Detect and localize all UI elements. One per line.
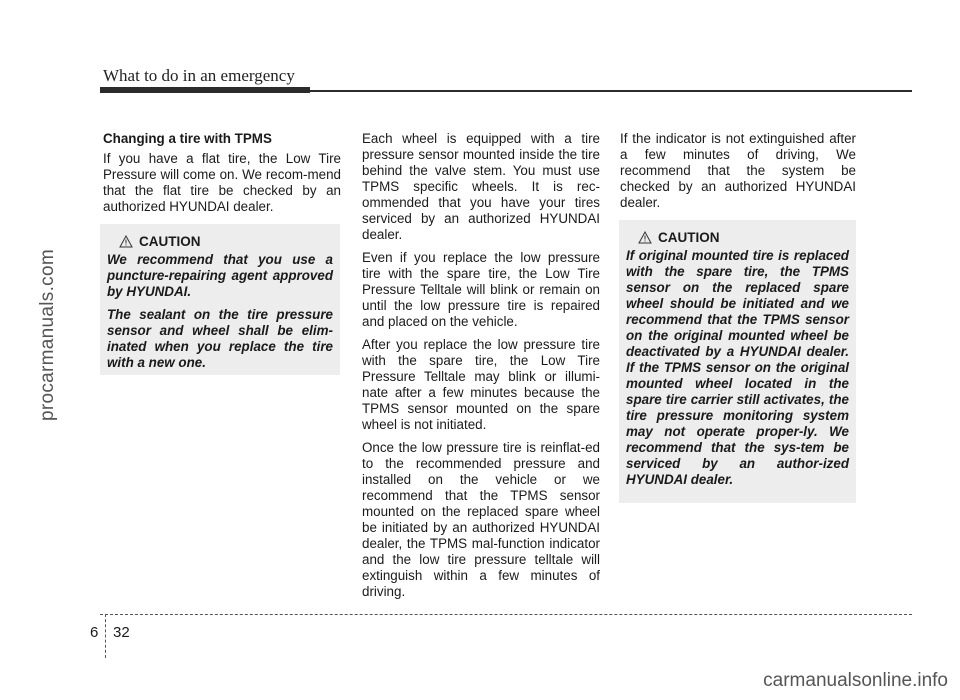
flat-tire-paragraph: If you have a flat tire, the Low Tire Pressure will come on. We recom-mend that the flat tire be checked by an authorized HYUNDAI dealer.: [103, 151, 341, 214]
column-1: [103, 131, 341, 222]
column-2: [362, 131, 600, 607]
body-paragraph: Once the low pressure tire is reinflat-ed to the recommended pressure and installed on the vehicle or we recommend that the TPMS sensor mounted on the replaced spare wheel be initiated by an authorized HYUNDAI dealer, the TPMS mal-function indicator and the low tire pressure telltale will extinguish within a few minutes of driving.: [362, 440, 600, 599]
caution-heading: [119, 234, 333, 249]
tpms-heading: Changing a tire with TPMS: [103, 131, 272, 146]
caution-title: CAUTION: [658, 230, 720, 245]
section-title: What to do in an emergency: [103, 66, 295, 85]
body-paragraph: Each wheel is equipped with a tire pressure sensor mounted inside the tire behind the valve stem. You must use TPMS specific wheels. It is rec-ommended that you have your tires serviced by an authorized HYUNDAI dealer.: [362, 131, 600, 242]
bottom-watermark: carmanualsonline.info: [763, 670, 948, 691]
caution-paragraph: We recommend that you use a puncture-repairing agent approved by HYUNDAI.: [107, 252, 333, 299]
caution-box-spare-tire: [619, 220, 856, 503]
caution-paragraph: If original mounted tire is replaced with the spare tire, the TPMS sensor on the replaced spare wheel should be initiated and we recommend that the TPMS sensor on the original mounted wheel be deactivated by a HYUNDAI dealer. If the TPMS sensor on the original mounted wheel located in the spare tire carrier still activates, the tire pressure monitoring system may not operate proper-ly. We recommend that the sys-tem be serviced by an author-ized HYUNDAI dealer.: [626, 248, 849, 487]
footer-rule: [100, 614, 912, 615]
caution-paragraph: The sealant on the tire pressure sensor and wheel shall be elim-inated when you replace the tire with a new one.: [107, 307, 333, 370]
caution-box-sealant: [100, 224, 340, 375]
body-paragraph: Even if you replace the low pressure tire with the spare tire, the Low Tire Pressure Telltale will blink or remain on until the low pressure tire is repaired and placed on the vehicle.: [362, 250, 600, 329]
chapter-number: 6: [90, 624, 99, 641]
caution-heading: [638, 230, 849, 245]
indicator-paragraph: If the indicator is not extinguished after a few minutes of driving, We recommend that the system be checked by an authorized HYUNDAI dealer.: [620, 131, 856, 210]
body-paragraph: After you replace the low pressure tire with the spare tire, the Low Tire Pressure Telltale may blink or illumi-nate after a few minutes because the TPMS sensor mounted on the spare wheel is not initiated.: [362, 337, 600, 432]
page-number: 32: [113, 624, 130, 641]
side-watermark: procarmanuals.com: [37, 249, 58, 421]
header-rule: [100, 90, 912, 92]
warning-triangle-icon: [638, 231, 652, 244]
warning-triangle-icon: [119, 235, 133, 248]
caution-title: CAUTION: [139, 234, 201, 249]
footer-divider: [105, 614, 106, 658]
column-3: [620, 131, 856, 218]
